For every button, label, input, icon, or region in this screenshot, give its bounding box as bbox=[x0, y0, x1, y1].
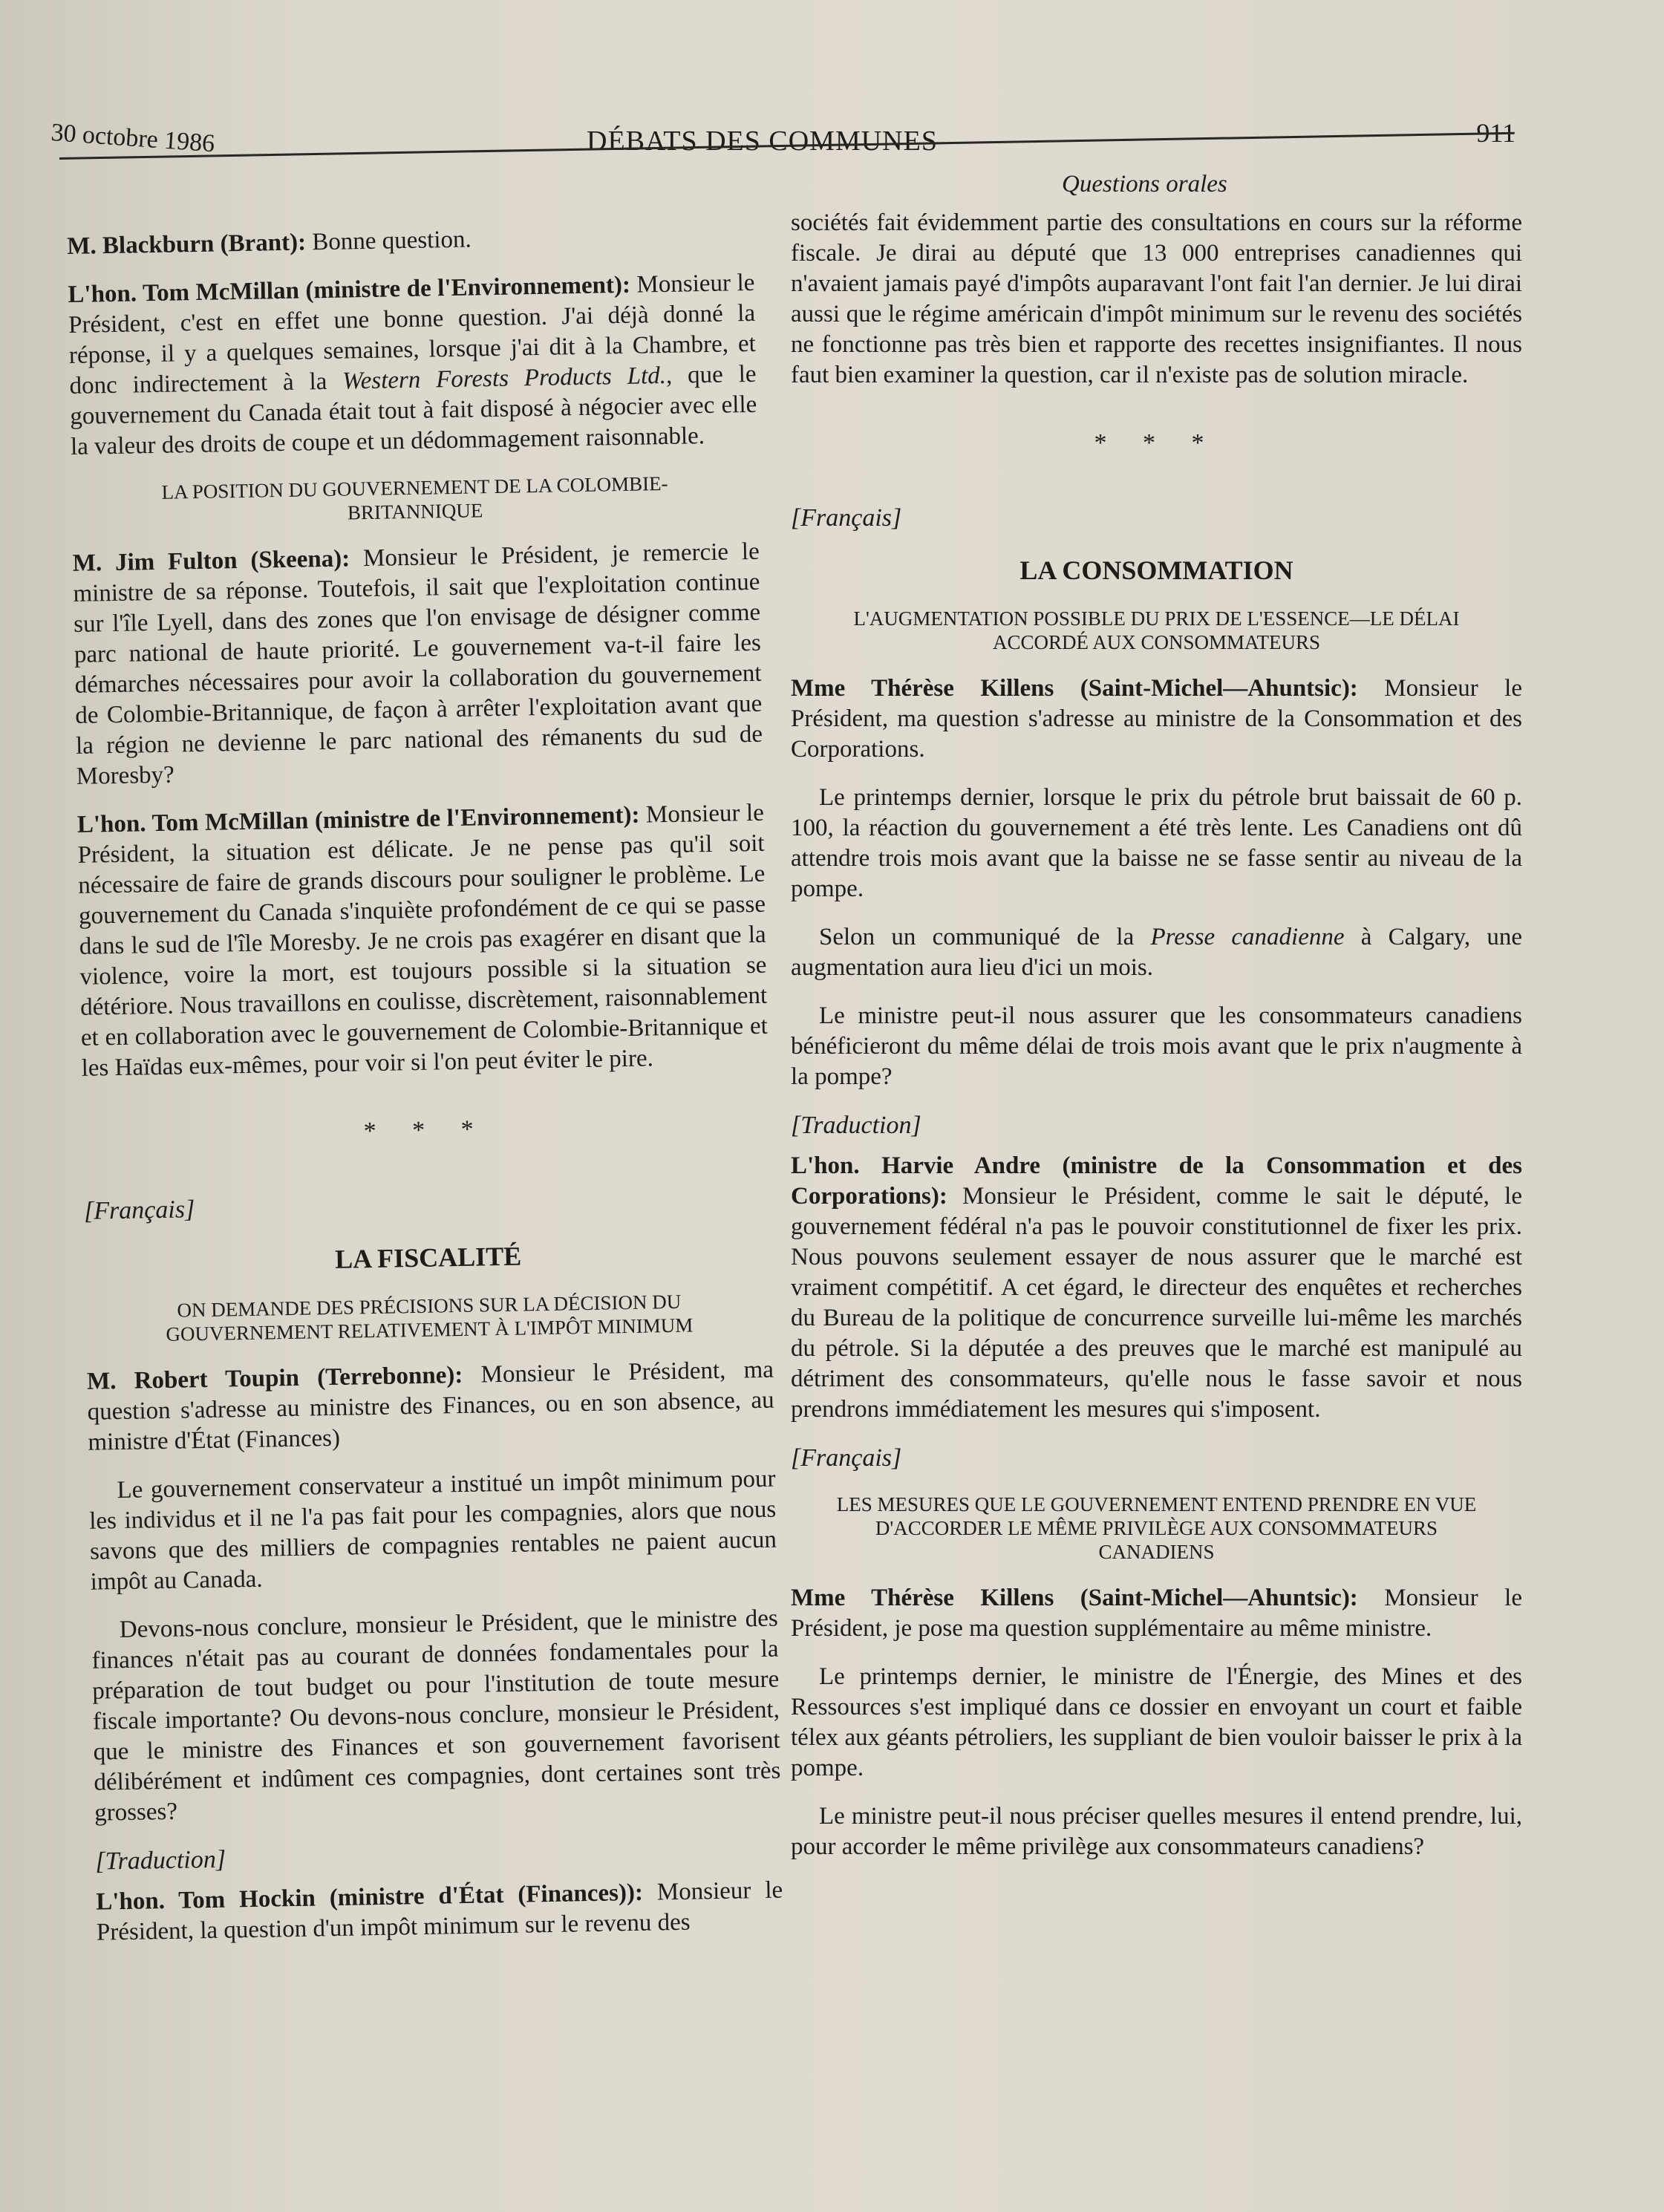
language-marker: [Traduction] bbox=[94, 1845, 226, 1876]
speech-text: Monsieur le Président, la question d'un impôt minimum sur le revenu des bbox=[96, 1876, 783, 1946]
paragraph bbox=[67, 220, 754, 262]
paragraph bbox=[791, 922, 1522, 983]
speech-text: Monsieur le Président, comme le sait le député, le gouvernement fédéral n'a pas le pouvoir constitutionnel de fixer les prix. Nous pouvons seulement essayer de nous assurer que le marché est vraiment compétitif. A cet égard, le directeur des enquêtes et recherches du Bureau de la politique de concurrence surveille lui-même les marchés du pétrole. Si la députée a des preuves que le marché est manipulé au détriment des consommateurs, qu'elle nous le fasse savoir et nous prendrons immédiatement les mesures qui s'imposent. bbox=[791, 1183, 1522, 1423]
speaker-name: L'hon. Tom Hockin (ministre d'État (Finances)): bbox=[95, 1879, 644, 1916]
paragraph bbox=[791, 1583, 1522, 1644]
speaker-name: M. Jim Fulton (Skeena): bbox=[72, 545, 350, 577]
speech-text: Monsieur le Président, ma question s'adresse au ministre des Finances, ou en son absence, au ministre d'État (Finances) bbox=[87, 1356, 774, 1456]
language-marker: [Français] bbox=[791, 1444, 902, 1472]
paragraph bbox=[791, 673, 1522, 765]
speaker-name: L'hon. Harvie Andre (ministre de la Consommation et des Corporations): bbox=[791, 1152, 1522, 1210]
speaker-name: L'hon. Tom McMillan (ministre de l'Environnement): bbox=[76, 801, 640, 838]
speech-text: Monsieur le Président, c'est en effet une bonne question. J'ai déjà donné la réponse, il y a quelques semaines, lorsque j'ai dit à la Chambre, et donc indirectement à la bbox=[68, 269, 757, 399]
section-separator: * * * bbox=[1094, 429, 1219, 457]
speaker-name: M. Blackburn (Brant): bbox=[67, 229, 307, 260]
paragraph: Devons-nous conclure, monsieur le Président, que le ministre des finances n'était pas au courant de données fondamentales pour la préparation de tout budget ou pour l'institution de toute mesure fiscale importante? Ou devons-nous conclure, monsieur le Président, que le ministre des Finances et son gouvernement favorisent délibérément et indûment ces compagnies, dont certaines sont très grosses? bbox=[91, 1605, 781, 1827]
language-marker: [Français] bbox=[791, 504, 902, 532]
speech-text: , que le gouvernement du Canada était tout à fait disposé à négocier avec elle la valeur des droits de coupe et un dédommagement raisonnable. bbox=[70, 360, 757, 460]
paragraph: Le ministre peut-il nous assurer que les consommateurs canadiens bénéficieront du même délai de trois mois avant que le prix n'augmente à la pompe? bbox=[791, 1002, 1522, 1090]
paragraph: Le printemps dernier, lorsque le prix du pétrole brut baissait de 60 p. 100, la réaction du gouvernement a été très lente. Les Canadiens ont dû attendre trois mois avant que la baisse ne se fasse sentir au niveau de la pompe. bbox=[791, 784, 1522, 902]
section-heading: LA CONSOMMATION bbox=[1019, 555, 1293, 585]
subheading: LA POSITION DU GOUVERNEMENT DE LA COLOMBIE-BRITANNIQUE bbox=[161, 472, 668, 524]
subheading: ON DEMANDE DES PRÉCISIONS SUR LA DÉCISION DU GOUVERNEMENT RELATIVEMENT À L'IMPÔT MINIMUM bbox=[166, 1290, 694, 1345]
speaker-name: Mme Thérèse Killens (Saint-Michel—Ahuntsic): bbox=[791, 1585, 1358, 1611]
paragraph bbox=[96, 1876, 783, 1948]
section-separator: * * * bbox=[363, 1115, 489, 1146]
header-title: DÉBATS DES COMMUNES bbox=[587, 125, 938, 157]
section-heading: LA FISCALITÉ bbox=[334, 1241, 522, 1274]
header-date: 30 octobre 1986 bbox=[50, 119, 216, 158]
speaker-name: M. Robert Toupin (Terrebonne): bbox=[86, 1361, 463, 1395]
paragraph bbox=[77, 798, 769, 1084]
speech-text: Monsieur le Président, je pose ma question supplémentaire au même ministre. bbox=[791, 1585, 1522, 1642]
language-marker: [Traduction] bbox=[791, 1112, 921, 1139]
subheading: LES MESURES QUE LE GOUVERNEMENT ENTEND PRENDRE EN VUE D'ACCORDER LE MÊME PRIVILÈGE AUX CONSOMMATEURS CANADIENS bbox=[836, 1493, 1477, 1563]
paragraph bbox=[68, 268, 757, 463]
language-marker: [Français] bbox=[83, 1195, 195, 1225]
speech-text: Monsieur le Président, ma question s'adresse au ministre de la Consommation et des Corporations. bbox=[791, 675, 1522, 763]
left-column bbox=[67, 220, 784, 1966]
paragraph bbox=[791, 1151, 1522, 1425]
paragraph: Le ministre peut-il nous préciser quelles mesures il entend prendre, lui, pour accorder le même privilège aux consommateurs canadiens? bbox=[791, 1803, 1522, 1860]
section-title: Questions orales bbox=[1062, 171, 1227, 198]
paragraph: sociétés fait évidemment partie des consultations en cours sur la réforme fiscale. Je dirai au député que 13 000 entreprises canadiennes qui n'avaient jamais payé d'impôts auparavant l'ont fait l'an dernier. Je lui dirai aussi que le régime américain d'impôt minimum sur le revenu des sociétés ne fonctionne pas très bien et rapporte des recettes insignifiantes. Il nous faut bien examiner la question, car il n'existe pas de solution miracle. bbox=[791, 209, 1522, 388]
speaker-name: L'hon. Tom McMillan (ministre de l'Environnement): bbox=[68, 271, 631, 308]
speech-text: Selon un communiqué de la bbox=[819, 924, 1151, 950]
speech-text: Monsieur le Président, la situation est délicate. Je ne pense pas qu'il soit nécessaire de faire de grands discours pour souligner le problème. Le gouvernement du Canada s'inquiète profondément de ce qui se passe dans le sud de l'île Moresby. Je ne crois pas exagérer en disant que la violence, voire la mort, est toujours possible si la situation se détériore. Nous travaillons en coulisse, discrètement, raisonnablement et en collaboration avec le gouvernement de Colombie-Britannique et les Haïdas eux-mêmes, pour voir si l'on peut éviter le pire. bbox=[77, 799, 769, 1082]
company-name: Western Forests Products Ltd. bbox=[342, 362, 667, 395]
paragraph: Le printemps dernier, le ministre de l'Énergie, des Mines et des Ressources s'est impliqué dans ce dossier en envoyant un court et faible télex aux géants pétroliers, les suppliant de bien vouloir baisser le prix à la pompe. bbox=[791, 1663, 1522, 1781]
paragraph bbox=[87, 1355, 775, 1458]
publication-name: Presse canadienne bbox=[1150, 924, 1345, 950]
speech-text: à Calgary, une augmentation aura lieu d'ici un mois. bbox=[791, 924, 1522, 981]
speaker-name: Mme Thérèse Killens (Saint-Michel—Ahuntsic): bbox=[791, 675, 1358, 702]
paragraph: Le gouvernement conservateur a institué un impôt minimum pour les individus et il ne l'a pas fait pour les compagnies, alors que nous savons que des milliers de compagnies rentables ne paient aucun impôt au Canada. bbox=[89, 1465, 777, 1596]
page-number: 911 bbox=[1476, 118, 1515, 148]
paragraph bbox=[72, 537, 763, 792]
subheading: L'AUGMENTATION POSSIBLE DU PRIX DE L'ESSENCE—LE DÉLAI ACCORDÉ AUX CONSOMMATEURS bbox=[853, 607, 1460, 653]
speech-text: Monsieur le Président, je remercie le ministre de sa réponse. Toutefois, il sait que l'exploitation continue sur l'île Lyell, dans des zones que l'on envisage de désigner comme parc national de haute priorité. Le gouvernement va-t-il faire les démarches nécessaires pour avoir la collaboration du gouvernement de Colombie-Britannique, de façon à arrêter l'exploitation avant que la région ne devienne le parc national des rémanents du sud de Moresby? bbox=[73, 538, 763, 790]
speech-text: Bonne question. bbox=[305, 226, 472, 256]
right-column bbox=[791, 208, 1522, 1880]
